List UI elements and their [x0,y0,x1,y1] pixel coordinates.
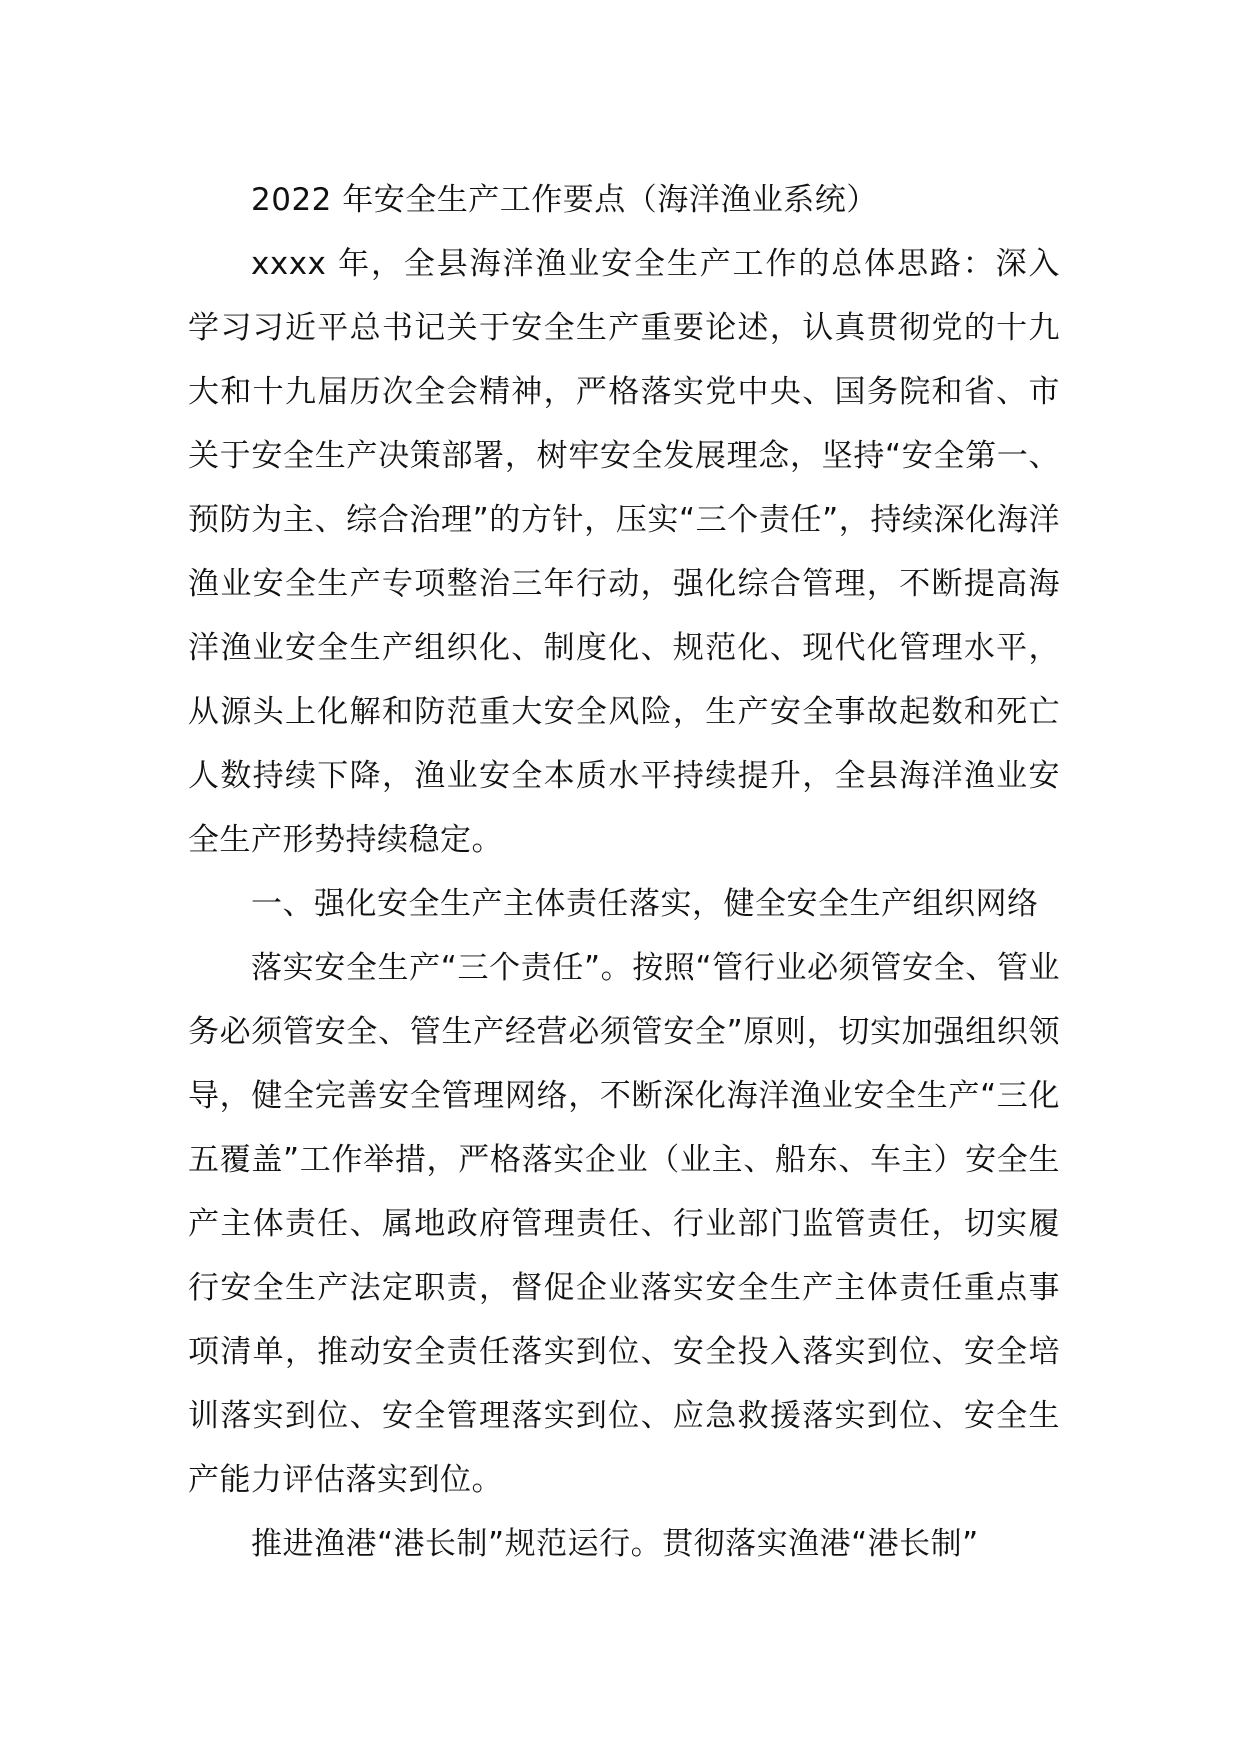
paragraph-three-responsibilities: 落实安全生产“三个责任”。按照“管行业必须管安全、管业务必须管安全、管生产经营必须管安全”原则，切实加强组织领导，健全完善安全管理网络，不断深化海洋渔业安全生产“三化五覆盖”工作举措，严格落实企业（业主、船东、车主）安全生产主体责任、属地政府管理责任、行业部门监管责任，切实履行安全生产法定职责，督促企业落实安全生产主体责任重点事项清单，推动安全责任落实到位、安全投入落实到位、安全培训落实到位、安全管理落实到位、应急救援落实到位、安全生产能力评估落实到位。 [188,950,1060,1498]
document-title: 2022 年安全生产工作要点（海洋渔业系统） [251,182,878,218]
paragraph-overall-approach: xxxx 年，全县海洋渔业安全生产工作的总体思路：深入学习习近平总书记关于安全生产重要论述，认真贯彻党的十九大和十九届历次全会精神，严格落实党中央、国务院和省、市关于安全生产决策部署，树牢安全发展理念，坚持“安全第一、预防为主、综合治理”的方针，压实“三个责任”，持续深化海洋渔业安全生产专项整治三年行动，强化综合管理，不断提高海洋渔业安全生产组织化、制度化、规范化、现代化管理水平，从源头上化解和防范重大安全风险，生产安全事故起数和死亡人数持续下降，渔业安全本质水平持续提升，全县海洋渔业安全生产形势持续稳定。 [188,246,1060,858]
section-heading-1: 一、强化安全生产主体责任落实，健全安全生产组织网络 [251,886,1039,922]
paragraph-port-chief-system: 推进渔港“港长制”规范运行。贯彻落实渔港“港长制” [251,1526,979,1562]
document-body [188,168,1060,1576]
